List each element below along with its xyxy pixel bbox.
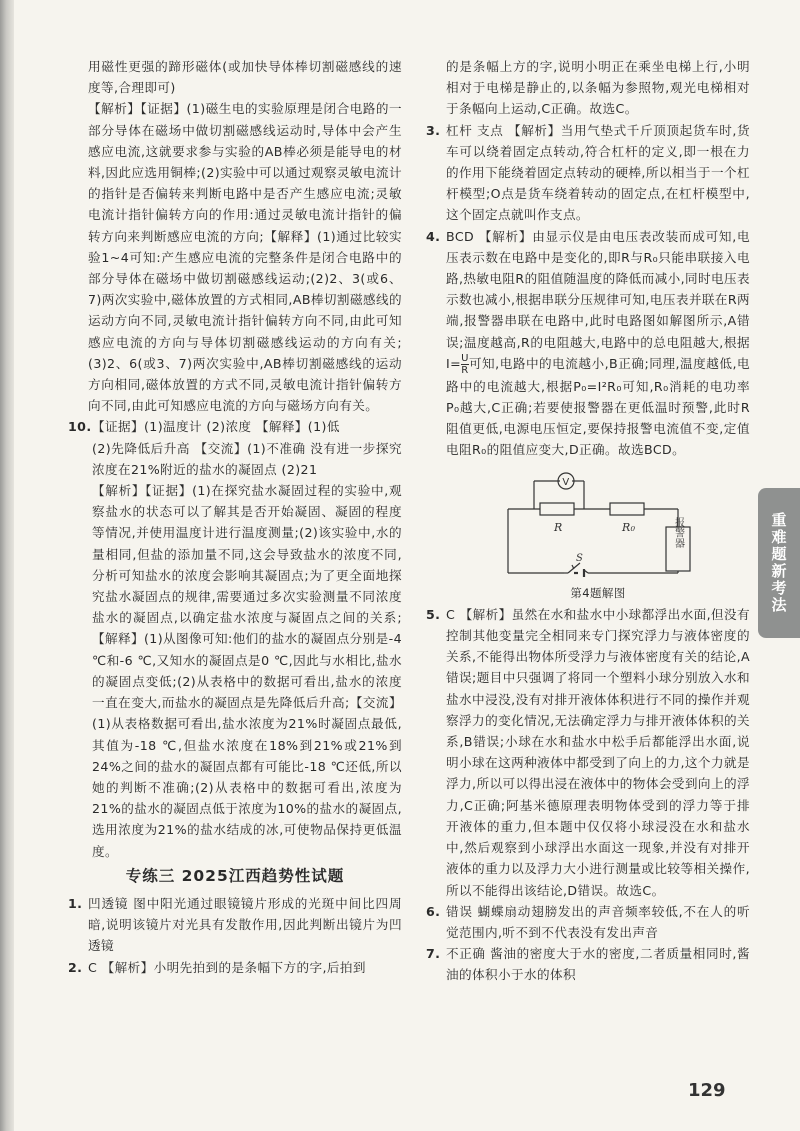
question-10 (68, 416, 402, 861)
question-3 (426, 120, 750, 226)
question-number: 3. (426, 122, 441, 138)
q5-text: C 【解析】虽然在水和盐水中小球都浮出水面,但没有控制其他变量完全相同来专门探究浮力与液体密度的关系,不能得出物体所受浮力与液体密度有关的结论,A错误;题目中只强调了将同一个塑料小球分别放入水和盐水中浸没,没有对排开液体体积进行不同的操作并观察浮力的变化情况,无法确定浮力与排开液体体积的关系,B错误;小球在水和盐水中松手后都能浮出水面,说明小球在这两种液体中都受到了向上的力,这个力就是浮力,所以可以得出浸在液体中的物体会受到向上的浮力,C正确;阿基米德原理表明物体受到的浮力等于排开液体的重力,但本题中仅仅将小球浸没在水和盐水中,然后观察到小球浮出水面这一现象,并没有对排开液体的重力以及浮力大小进行测量或比较等相关操作,所以不能得出该结论,D错误。故选C。 (446, 606, 750, 898)
page-number: 129 (688, 1080, 726, 1101)
alarm-label: 报警器 (672, 517, 684, 549)
question-2 (68, 957, 402, 978)
question-5 (426, 604, 750, 901)
circuit-diagram (498, 465, 698, 583)
page (14, 0, 800, 1131)
q10-answer-2: (2)先降低后升高 【交流】(1)不准确 没有进一步探究浓度在21%附近的盐水的凝固点 (2)21 (92, 440, 402, 477)
q9-answer-continuation: 用磁性更强的蹄形磁体(或加快导体棒切割磁感线的速度等,合理即可) (88, 59, 402, 96)
question-number: 5. (426, 606, 441, 622)
q10-analysis: 【解析】【证据】(1)在探究盐水凝固过程的实验中,观察盐水的状态可以了解其是否开始凝固、凝固的程度等情况,并使用温度计进行温度测量;(2)该实验中,水的量相同,但盐的添加量不同,这会导致盐水的浓度不同,分析可知盐水的浓度会影响其凝固点;为了更全面地探究盐水凝固点的规律,需要通过多次实验测量不同浓度盐水的凝固点,以确定盐水浓度与凝固点之间的关系;【解释】(1)从图像可知:他们的盐水的凝固点分别是-4 ℃和-6 ℃,又知水的凝固点是0 ℃,因此与水相比,盐水的凝固点变低;(2)从表格中的数据可看出,盐水的浓度一直在变大,而盐水的凝固点是先降低后升高;【交流】(1)从表格数据可看出,盐水浓度为21%时凝固点最低,其值为-18 ℃,但盐水浓度在18%到21%或21%到24%之间的盐水的凝固点都有可能比-18 ℃还低,所以她的判断不准确;(2)从表格中的数据可看出,浓度为21%的盐水的凝固点低于浓度为10%的盐水的凝固点,选用浓度为21%的盐水结成的冰,可使物品保持更低温度。 (92, 483, 402, 859)
question-number: 7. (426, 946, 441, 962)
formula-denominator: R (461, 364, 469, 376)
question-7 (426, 943, 750, 985)
left-column (68, 56, 402, 978)
q7-text: 不正确 酱油的密度大于水的密度,二者质量相同时,酱油的体积小于水的体积 (446, 946, 750, 983)
q6-text: 错误 蝴蝶扇动翅膀发出的声音频率较低,不在人的听觉范围内,听不到不代表没有发出声音 (446, 903, 750, 940)
q2-text: C 【解析】小明先拍到的是条幅下方的字,后拍到 (88, 959, 366, 975)
question-number: 10. (68, 419, 92, 435)
q9-analysis: 【解析】【证据】(1)磁生电的实验原理是闭合电路的一部分导体在磁场中做切割磁感线运动时,导体中会产生感应电流,这就要求参与实验的AB棒必须是能导电的材料,因此应选用铜棒;(2)实验中可以通过观察灵敏电流计的指针是否偏转来判断电路中是否产生感应电流;灵敏电流计指针偏转方向的作用:通过灵敏电流计指针的偏转方向来判断感应电流的方向;【解释】(1)通过比较实验1~4可知:产生感应电流的完整条件是闭合电路中的部分导体在磁场中做切割磁感线运动;(2)2、3(或6、7)两次实验中,磁体放置的方式相同,AB棒切割磁感线的运动方向不同,灵敏电流计指针偏转方向不同,由此可知感应电流的方向与导体切割磁感线运动的方向有关;(3)2、6(或3、7)两次实验中,AB棒切割磁感线的运动方向相同,磁体放置的方式不同,灵敏电流计指针偏转方向不同,由此可知感应电流的方向与磁场方向有关。 (88, 101, 402, 414)
q4-text-part-a: BCD 【解析】由显示仪是由电压表改装而成可知,电压表示数在电路中是变化的,即R与R₀只能串联接入电路,热敏电阻R的阻值随温度的降低而减小,同时电压表示数也减小,根据串联分压规律可知,电压表并联在R两端,报警器串联在电路中,此时电路图如解图所示,A错误;温度越高,R的电阻越大,电路中的总电阻越大,根据 (446, 228, 750, 350)
resistor-r-label: R (554, 520, 563, 534)
question-number: 2. (68, 959, 83, 975)
resistor-r0-label: R₀ (622, 520, 636, 534)
q4-text-part-b: 可知,电路中的电流越小,B正确;同理,温度越低,电路中的电流越大,根据P₀=I²R₀可知,R₀消耗的电功率P₀越大,C正确;若要使报警器在更低温时预警,此时R阻值更低,电源电压恒定,要保持报警电流值不变,定值电阻R₀的阻值应变大,D正确。故选BCD。 (446, 355, 750, 458)
q2-continuation: 的是条幅上方的字,说明小明正在乘坐电梯上行,小明相对于电梯是静止的,以条幅为参照物,观光电梯相对于条幅向上运动,C正确。故选C。 (446, 59, 750, 117)
section-side-tab: 重难题新考法 (758, 488, 800, 638)
question-number: 6. (426, 903, 441, 919)
switch-label: S (576, 552, 584, 564)
ohm-formula-lhs: I= (446, 355, 462, 371)
question-6 (426, 901, 750, 943)
question-number: 1. (68, 895, 83, 911)
question-4 (426, 226, 750, 604)
q3-text: 杠杆 支点 【解析】当用气垫式千斤顶顶起货车时,货车可以绕着固定点转动,符合杠杆的定义,即一根在力的作用下能绕着固定点转动的硬棒,所以相当于一个杠杆模型;O点是货车绕着转动的固定点,在杠杆模型中,这个固定点就叫作支点。 (446, 122, 750, 223)
book-spine-shadow (0, 0, 14, 1131)
voltmeter-label: V (562, 476, 570, 488)
right-column (426, 56, 750, 986)
section-title: 专练三 2025江西趋势性试题 (125, 866, 345, 885)
question-number: 4. (426, 228, 441, 244)
q1-text: 凹透镜 图中阳光通过眼镜镜片形成的光斑中间比四周暗,说明该镜片对光具有发散作用,因此判断出镜片为凹透镜 (88, 895, 402, 954)
question-1 (68, 893, 402, 957)
q4-text (446, 226, 750, 461)
formula-numerator: U (461, 352, 469, 364)
diagram-caption: 第4题解图 (570, 585, 626, 600)
ohm-formula-fraction (461, 353, 469, 376)
q10-answer: 【证据】(1)温度计 (2)浓度 【解释】(1)低 (92, 419, 340, 435)
